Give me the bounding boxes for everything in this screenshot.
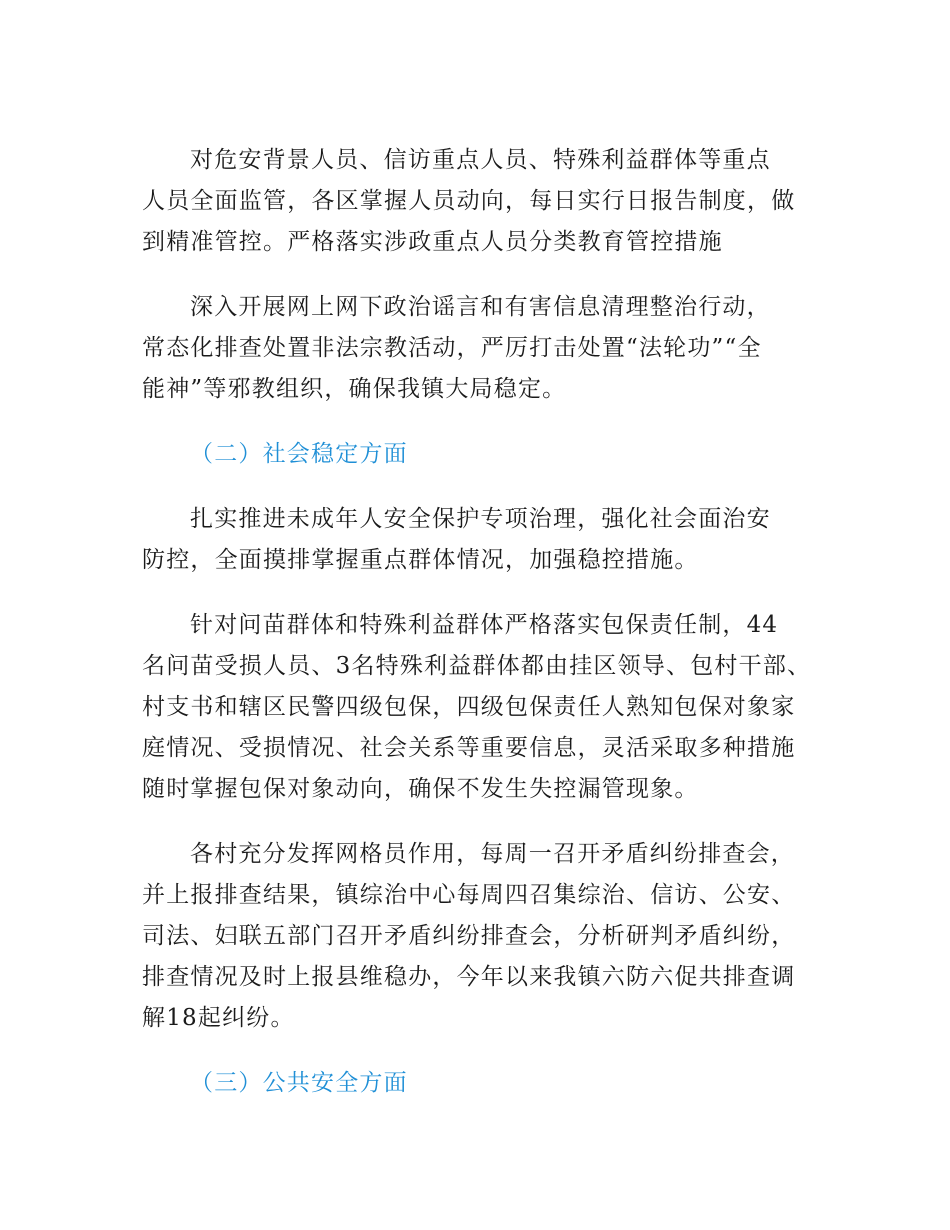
paragraph-line: 针对问苗群体和特殊利益群体严格落实包保责任制，44 bbox=[190, 612, 779, 638]
paragraph-line: 常态化排查处置非法宗教活动，严厉打击处置“法轮功”“全 bbox=[142, 335, 762, 361]
paragraph-line: 排查情况及时上报县维稳办，今年以来我镇六防六促共排查调 bbox=[142, 964, 796, 990]
paragraph-line: 能神”等邪教组织，确保我镇大局稳定。 bbox=[142, 376, 567, 402]
paragraph-line: 名问苗受损人员、3名特殊利益群体都由挂区领导、包村干部、 bbox=[142, 653, 812, 679]
paragraph-line: 解18起纠纷。 bbox=[142, 1005, 295, 1031]
paragraph-line: 司法、妇联五部门召开矛盾纠纷排查会，分析研判矛盾纠纷， bbox=[142, 923, 796, 949]
paragraph-line: 防控，全面摸排掌握重点群体情况，加强稳控措施。 bbox=[142, 547, 699, 573]
paragraph-minor-protection bbox=[142, 499, 822, 581]
paragraph-line: 各村充分发挥网格员作用，每周一召开矛盾纠纷排查会， bbox=[190, 841, 795, 867]
paragraph-line: 对危安背景人员、信访重点人员、特殊利益群体等重点 bbox=[190, 147, 771, 173]
paragraph-line: 并上报排查结果，镇综治中心每周四召集综治、信访、公安、 bbox=[142, 882, 796, 908]
document-page bbox=[142, 140, 822, 1128]
paragraph-dispute-screening bbox=[142, 834, 822, 1039]
paragraph-line: 庭情况、受损情况、社会关系等重要信息，灵活采取多种措施 bbox=[142, 735, 796, 761]
paragraph-line: 扎实推进未成年人安全保护专项治理，强化社会面治安 bbox=[190, 506, 771, 532]
paragraph-rumor-cleanup bbox=[142, 287, 822, 410]
paragraph-line: 村支书和辖区民警四级包保，四级包保责任人熟知包保对象家 bbox=[142, 694, 796, 720]
paragraph-line: 深入开展网上网下政治谣言和有害信息清理整治行动， bbox=[190, 294, 771, 320]
paragraph-monitoring bbox=[142, 140, 822, 263]
section-heading-social-stability: （二）社会稳定方面 bbox=[190, 441, 408, 467]
section-heading-public-safety: （三）公共安全方面 bbox=[190, 1070, 408, 1096]
paragraph-responsibility-system bbox=[142, 605, 822, 810]
paragraph-line: 随时掌握包保对象动向，确保不发生失控漏管现象。 bbox=[142, 776, 699, 802]
paragraph-line: 到精准管控。严格落实涉政重点人员分类教育管控措施 bbox=[142, 229, 723, 255]
paragraph-line: 人员全面监管，各区掌握人员动向，每日实行日报告制度，做 bbox=[142, 188, 796, 214]
